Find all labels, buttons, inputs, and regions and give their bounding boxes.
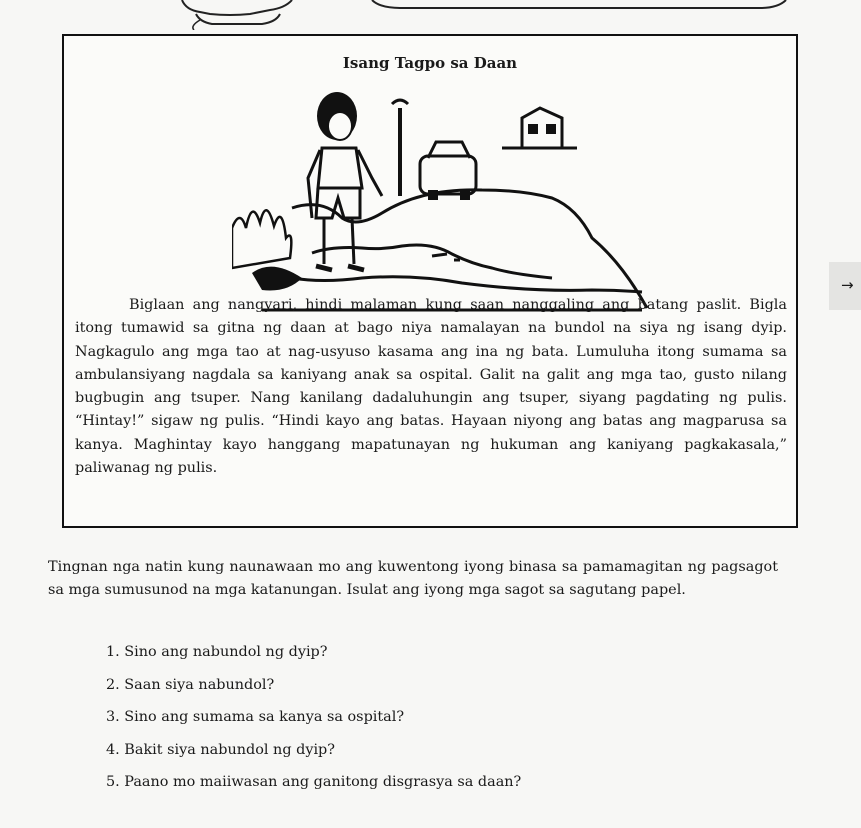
next-page-tab[interactable] xyxy=(829,262,861,310)
arrow-right-icon: → xyxy=(841,276,854,294)
story-box xyxy=(62,34,798,528)
question-list xyxy=(106,642,521,805)
question-item: 4. Bakit siya nabundol ng dyip? xyxy=(106,741,335,758)
story-title: Isang Tagpo sa Daan xyxy=(342,54,518,72)
instructions-text: Tingnan nga natin kung naunawaan mo ang kuwentong iyong binasa sa pamamagitan ng pagsagot sa mga sumusunod na mga katanungan. Isulat ang iyong mga sagot sa sagutang papel. xyxy=(48,559,778,599)
question-item: 5. Paano mo maiiwasan ang ganitong disgrasya sa daan? xyxy=(106,774,522,790)
story-paragraph: Biglaan ang nangyari, hindi malaman kung saan nanggaling ang batang paslit. Bigla itong tumawid sa gitna ng daan at bago niya namalayan na bundol na siya ng isang dyip. Nagkagulo ang mga tao at nag-usyuso kasama ang ina ng bata. Lumuluha itong sumama sa ambulansiyang nagdala sa kaniyang anak sa ospital. Galit na galit ang mga tao, gusto nilang bugbugin ang tsuper. Nang kanilang dadaluhungin ang tsuper, siyang pagdating ng pulis. “Hintay!” sigaw ng pulis. “Hindi kayo ang batas. Hayaan niyong ang batas ang magparusa sa kanya. Maghintay kayo hanggang mapatunayan ng hukuman ang kaniyang pagkakasala,” paliwanag ng pulis. xyxy=(75,297,787,477)
question-item: 2. Saan siya nabundol? xyxy=(106,676,275,693)
question-item: 1. Sino ang nabundol ng dyip? xyxy=(106,644,328,660)
question-item: 3. Sino ang sumama sa kanya sa ospital? xyxy=(106,709,405,725)
top-decoration xyxy=(0,0,861,30)
street-scene-illustration xyxy=(232,78,652,314)
